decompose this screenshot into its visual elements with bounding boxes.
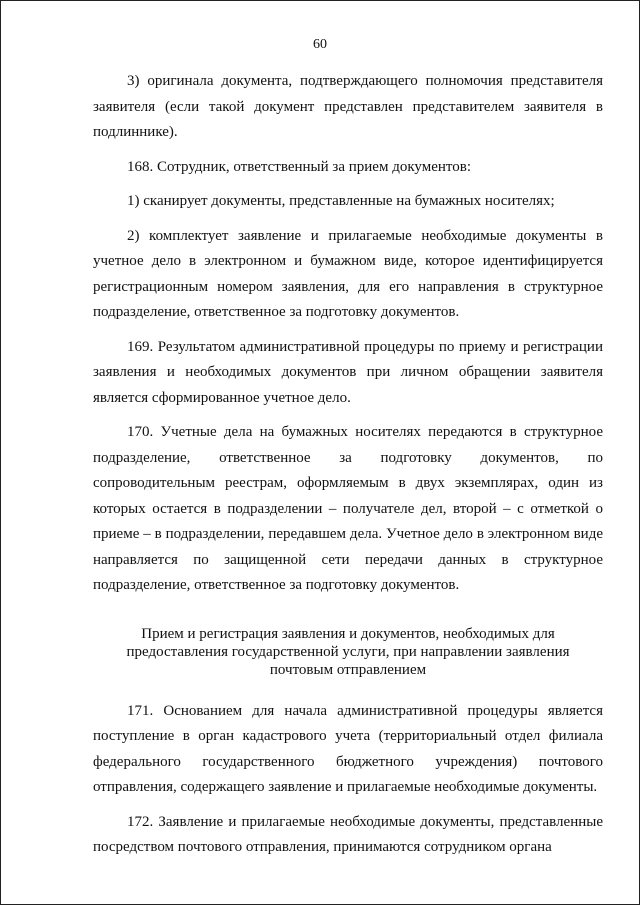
paragraph-item-1: 1) сканирует документы, представленные на бумажных носителях; — [127, 193, 555, 209]
paragraph-168: 168. Сотрудник, ответственный за прием документов: — [127, 158, 471, 175]
paragraph-169: 169. Результатом административной процедуры по приему и регистрации заявления и необходимых документов при личном обращении заявителя является сформированное учетное дело. — [93, 338, 603, 406]
page-number: 60 — [313, 37, 327, 52]
paragraph-172: 172. Заявление и прилагаемые необходимые документы, представленные посредством почтового отправления, принимаются сотрудником органа — [93, 813, 603, 855]
paragraph-171: 171. Основанием для начала административной процедуры является поступление в орган кадастрового учета (территориальный отдел филиала федерального государственного бюджетного учреждения) почтового отправления, содержащего заявление и прилагаемые необходимые документы. — [93, 702, 603, 795]
paragraph-item-3: 3) оригинала документа, подтверждающего полномочия представителя заявителя (если такой документ представлен представителем заявителя в подлиннике). — [93, 73, 603, 140]
section-heading: Прием и регистрация заявления и документов, необходимых для предоставления государственной услуги, при направлении заявления почтовым отправлением — [126, 625, 570, 678]
paragraph-item-2: 2) комплектует заявление и прилагаемые необходимые документы в учетное дело в электронном и бумажном виде, которое идентифицируется регистрационным номером заявления, для его направления в структурное подразделение, ответственное за подготовку документов. — [93, 227, 603, 320]
paragraph-170: 170. Учетные дела на бумажных носителях передаются в структурное подразделение, ответственное за подготовку документов, по сопроводительным реестрам, оформляемым в двух экземплярах, один из которых остается в подразделении – получателе дел, второй – с отметкой о приеме – в подразделении, передавшем дела. Учетное дело в электронном виде направляется по защищенной сети передачи данных в структурное подразделение, ответственное за подготовку документов. — [93, 424, 603, 593]
document-body — [93, 69, 603, 870]
